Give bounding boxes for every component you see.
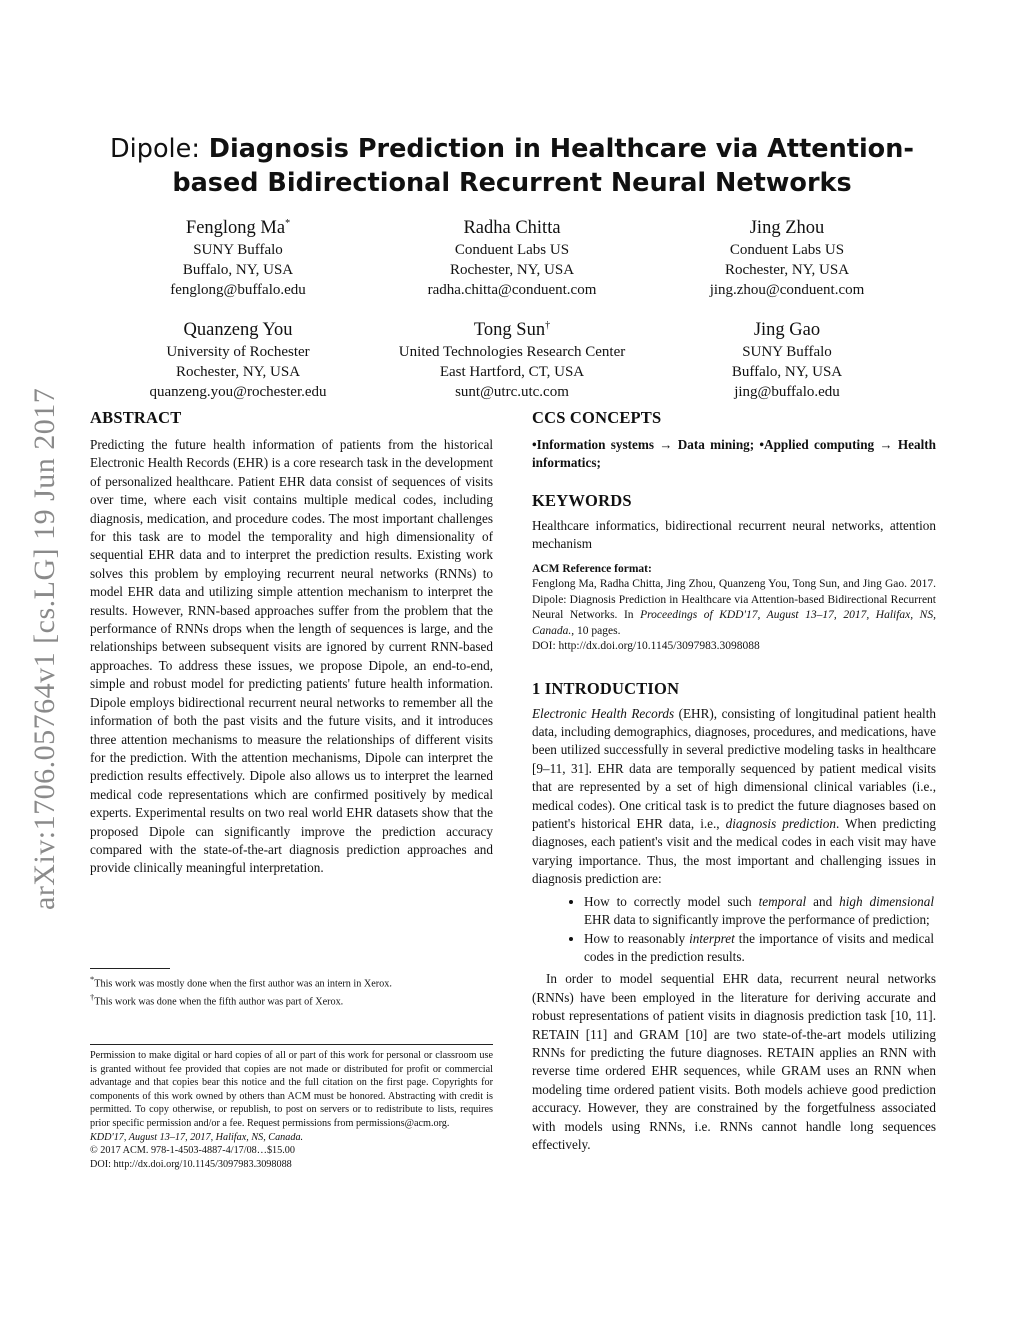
paper-title-lead: Dipole: xyxy=(110,134,200,164)
permission-rule xyxy=(90,1044,493,1045)
paper-title xyxy=(80,132,944,200)
conference-line: KDD'17, August 13–17, 2017, Halifax, NS, Canada. xyxy=(90,1131,304,1143)
author-name: Radha Chitta xyxy=(463,218,561,239)
footnote-rule xyxy=(90,968,170,969)
author-mark: * xyxy=(285,218,291,229)
author-affiliation: Conduent Labs US xyxy=(454,242,570,259)
ccs-heading: CCS CONCEPTS xyxy=(532,408,662,427)
author-email: jing.zhou@conduent.com xyxy=(709,282,865,299)
author-block xyxy=(367,314,657,402)
footnote-1: *This work was mostly done when the first author was an intern in Xerox. xyxy=(90,974,392,990)
author-location: Buffalo, NY, USA xyxy=(731,364,843,381)
acm-ref-text: Fenglong Ma, Radha Chitta, Jing Zhou, Quanzeng You, Tong Sun, and Jing Gao. 2017. Dipole: Diagnosis Prediction in Healthcare via Attention-based Bidirectional Recurrent Neural Networks. In Proceedings of KDD'17, August 13–17, 2017, Halifax, NS, Canada., 10 pages. xyxy=(532,578,936,637)
paper-title-rest: Diagnosis Prediction in Healthcare via Attention-based Bidirectional Recurrent Neural Networks xyxy=(172,134,914,198)
arxiv-identifier xyxy=(28,320,62,910)
author-location: East Hartford, CT, USA xyxy=(439,364,585,381)
author-block xyxy=(93,314,383,402)
author-affiliation: United Technologies Research Center xyxy=(398,344,626,361)
author-block xyxy=(93,212,383,300)
acm-ref-doi: DOI: http://dx.doi.org/10.1145/3097983.3098088 xyxy=(532,640,760,653)
right-column xyxy=(532,408,936,1154)
keywords-text: Healthcare informatics, bidirectional recurrent neural networks, attention mechanism xyxy=(532,517,936,552)
author-block xyxy=(642,314,932,402)
footnotes xyxy=(90,968,493,1009)
arxiv-identifier-text: arXiv:1706.05764v1 [cs.LG] 19 Jun 2017 xyxy=(28,387,61,910)
intro-bullet-list xyxy=(532,893,936,967)
author-email: jing@buffalo.edu xyxy=(734,384,840,401)
author-name: Jing Zhou xyxy=(749,218,825,239)
author-email: sunt@utrc.utc.com xyxy=(455,384,569,401)
author-location: Rochester, NY, USA xyxy=(175,364,301,381)
ccs-text: •Information systems → Data mining; •Applied computing → Health informatics; xyxy=(532,437,936,471)
author-block xyxy=(367,212,657,300)
author-name: Quanzeng You xyxy=(183,320,293,341)
author-email: radha.chitta@conduent.com xyxy=(427,282,597,299)
author-block xyxy=(642,212,932,300)
author-affiliation: SUNY Buffalo xyxy=(742,344,832,361)
author-location: Buffalo, NY, USA xyxy=(182,262,294,279)
abstract-text: Predicting the future health information of patients from the historical Electronic Health Records (EHR) is a core research task in the development of personalized healthcare. Patient EHR data consist of sequences of visits over time, where each visit contains multiple medical codes, including diagnosis, medication, and procedure codes. The most important challenges for this task are to model the temporality and high dimensionality of sequential EHR data and to interpret the prediction results. Existing work solves this problem by employing recurrent neural networks (RNNs) to model EHR data and utilizing simple attention mechanism to interpret the results. However, RNN-based approaches suffer from the problem that the performance of RNNs drops when the length of sequences is large, and the relationships between subsequent visits are ignored by current RNN-based approaches. To address these issues, we propose Dipole, an end-to-end, simple and robust model for predicting patients' future health information. Dipole employs bidirectional recurrent neural networks to remember all the information of both the past visits and the future visits, and it introduces three attention mechanisms to measure the relationships of different visits for the prediction. With the attention mechanisms, Dipole can interpret the prediction results effectively. Dipole also allows us to interpret the learned medical code representations which are confirmed positively by medical experts. Experimental results on two real world EHR datasets show that the proposed Dipole can significantly improve the prediction accuracy compared with the state-of-the-art diagnosis prediction approaches and provide clinically meaningful interpretation. xyxy=(90,437,493,876)
author-mark: † xyxy=(545,320,551,331)
acm-ref-heading: ACM Reference format: xyxy=(532,562,652,575)
intro-heading: 1 INTRODUCTION xyxy=(532,678,680,698)
intro-paragraph-2: In order to model sequential EHR data, recurrent neural networks (RNNs) have been employed in the literature for deriving accurate and robust representations of patient visits in diagnosis prediction task [10, 11]. RETAIN [11] and GRAM [10] are two state-of-the-art models utilizing RNNs for predicting the future diagnoses. RETAIN applies an RNN with reverse time ordered EHR sequences, while GRAM uses an RNN when modeling time ordered patient visits. Both models achieve good prediction accuracy. However, they are constrained by the forgetfulness associated with models using RNNs, i.e. RNNs cannot handle long sequences effectively. xyxy=(532,971,936,1152)
author-email: fenglong@buffalo.edu xyxy=(170,282,306,299)
author-name: Tong Sun xyxy=(473,320,546,341)
author-affiliation: University of Rochester xyxy=(166,344,310,361)
intro-paragraph-1: Electronic Health Records (EHR), consisting of longitudinal patient health data, including demographics, diagnoses, procedures, and medications, have been utilized successfully in several predictive modeling tasks in healthcare [9–11, 31]. EHR data are temporally sequenced by patient medical visits that are represented by a set of high dimensional clinical variables (i.e., medical codes). One critical task is to predict the future diagnoses based on patient's historical EHR data, i.e., diagnosis prediction. When predicting diagnoses, each patient's visit and the medical codes in each visit may have varying importance. Thus, the most important and challenging issues in diagnosis prediction are: xyxy=(532,705,937,887)
list-item: • How to reasonably interpret the importance of visits and medical codes in the prediction results. xyxy=(584,930,936,967)
author-name: Jing Gao xyxy=(753,320,821,341)
abstract-heading: ABSTRACT xyxy=(90,408,182,427)
permission-block xyxy=(90,1044,493,1171)
author-email: quanzeng.you@rochester.edu xyxy=(149,384,327,401)
author-name: Fenglong Ma xyxy=(185,218,286,239)
doi-line: DOI: http://dx.doi.org/10.1145/3097983.3098088 xyxy=(90,1158,292,1170)
author-location: Rochester, NY, USA xyxy=(449,262,575,279)
footnote-2: †This work was done when the fifth author was part of Xerox. xyxy=(90,991,344,1008)
copyright-line: © 2017 ACM. 978-1-4503-4887-4/17/08…$15.00 xyxy=(90,1145,295,1157)
list-item: • How to correctly model such temporal and high dimensional EHR data to significantly improve the performance of prediction; xyxy=(584,893,936,930)
permission-text: Permission to make digital or hard copies of all or part of this work for personal or classroom use is granted without fee provided that copies are not made or distributed for profit or commercial advantage and that copies bear this notice and the full citation on the first page. Copyrights for components of this work owned by others than ACM must be honored. Abstracting with credit is permitted. To copy otherwise, or republish, to post on servers or to redistribute to lists, requires prior specific permission and/or a fee. Request permissions from permissions@acm.org. xyxy=(90,1050,493,1129)
left-column xyxy=(90,408,493,878)
keywords-heading: KEYWORDS xyxy=(532,490,632,510)
author-affiliation: SUNY Buffalo xyxy=(193,242,283,259)
author-affiliation: Conduent Labs US xyxy=(729,242,845,259)
author-location: Rochester, NY, USA xyxy=(724,262,850,279)
